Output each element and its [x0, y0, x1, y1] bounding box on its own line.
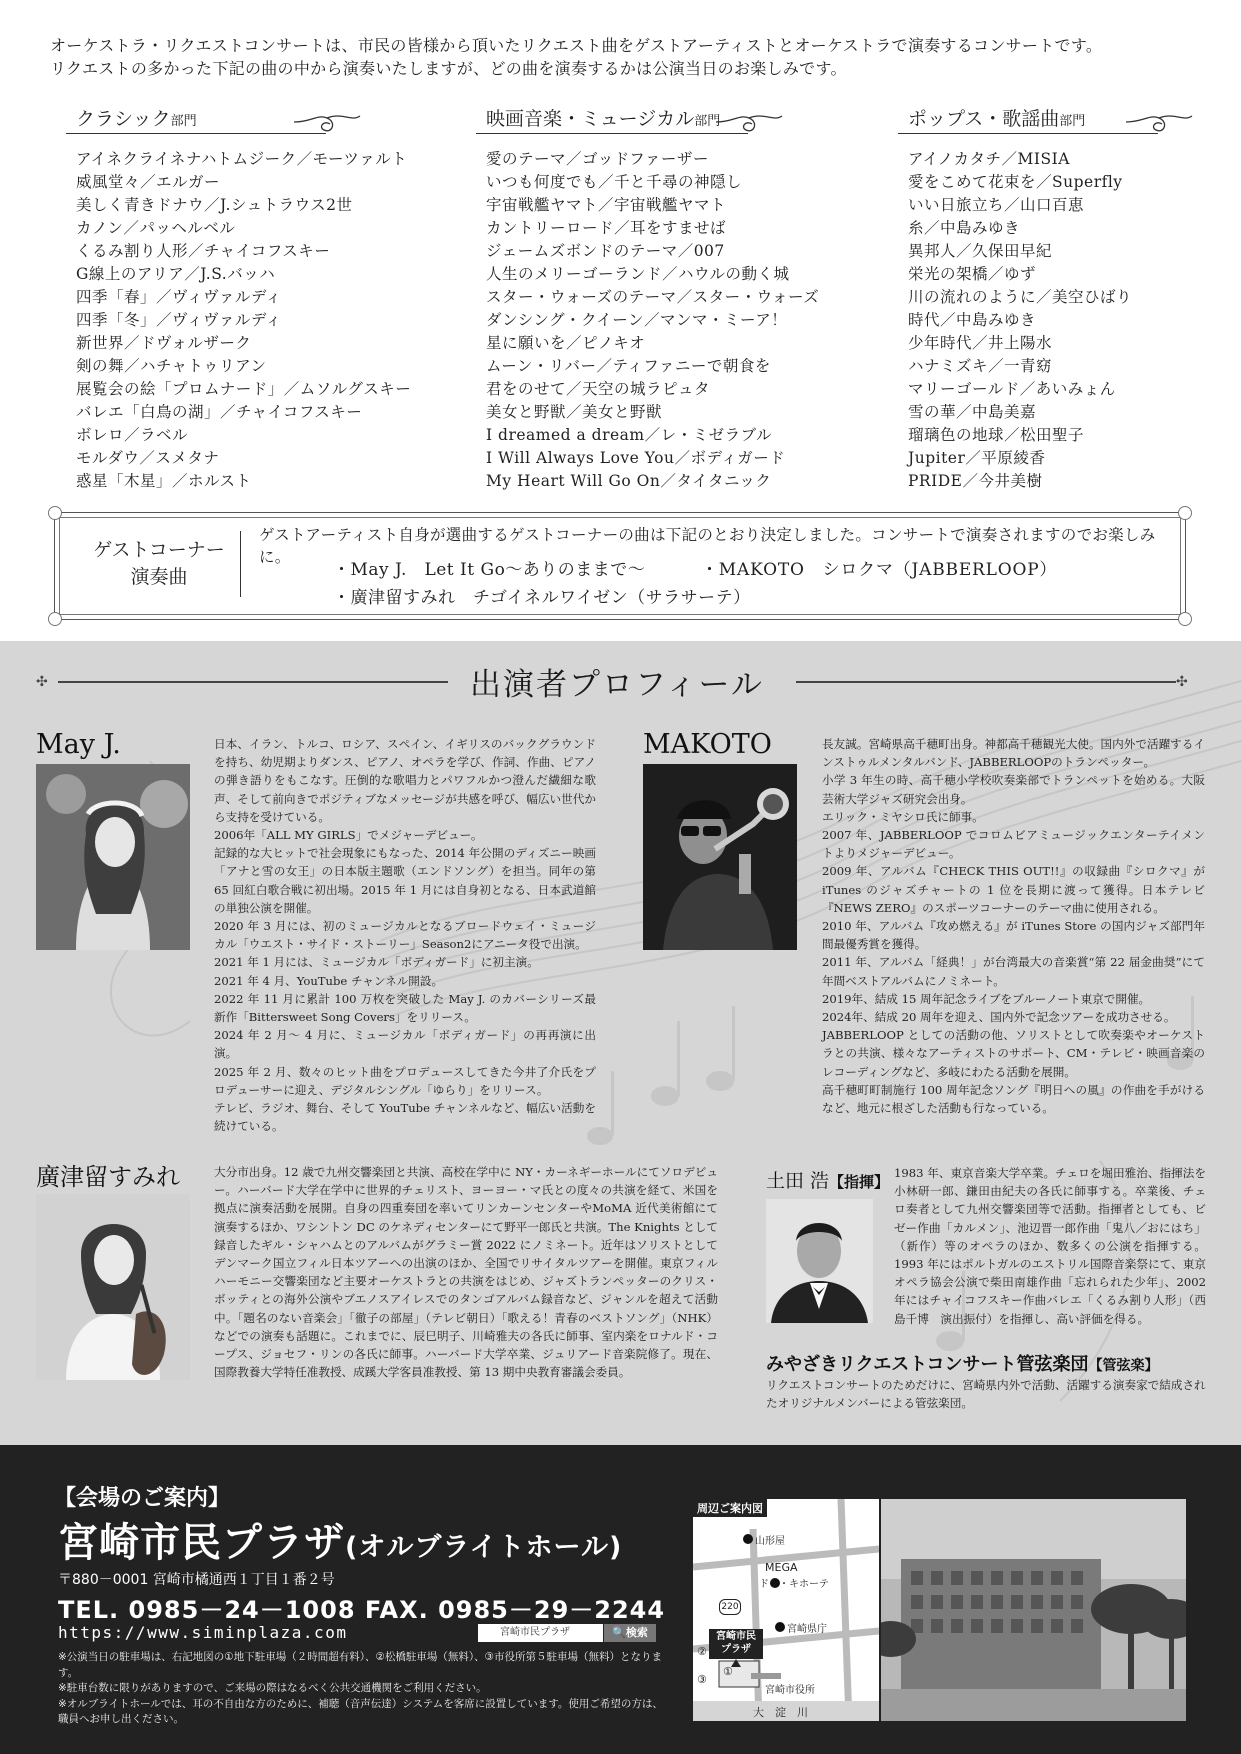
category-suffix: 部門 — [1059, 114, 1086, 129]
list-item: 新世界／ドヴォルザーク — [76, 334, 252, 352]
list-item: いつも何度でも／千と千尋の神隠し — [486, 173, 743, 191]
map-label-yamakataya: 山形屋 — [755, 1536, 785, 1547]
map-parking-1: ① — [723, 1665, 733, 1678]
category-movie — [476, 100, 819, 493]
performer-name-tsuchida: 土田 浩【指揮】 — [766, 1170, 890, 1192]
venue-url[interactable]: https://www.siminplaza.com — [58, 1623, 348, 1642]
performer-name-makoto: MAKOTO — [643, 729, 772, 760]
guest-song-mayj: ・May J. Let It Go～ありのままで～ — [333, 560, 646, 580]
category-title: ポップス・歌謡曲 — [908, 108, 1060, 130]
list-item: マリーゴールド／あいみょん — [908, 380, 1116, 398]
photo-tsuchida — [766, 1199, 873, 1323]
orchestra-name: みやざきリクエストコンサート管弦楽団【管弦楽】 — [766, 1354, 1159, 1375]
list-item: アイネクライネナハトムジーク／モーツァルト — [76, 150, 408, 168]
map-parking-3: ③ — [697, 1673, 707, 1686]
map-title: 周辺ご案内図 — [693, 1499, 767, 1517]
intro-line-2: リクエストの多かった下記の曲の中から演奏いたしますが、どの曲を演奏するかは公演当日のお楽しみです。 — [50, 59, 847, 78]
song-list — [486, 148, 819, 493]
venue-address: 〒880－0001 宮崎市橘通西１丁目１番２号 — [58, 1572, 335, 1588]
profile-section — [0, 641, 1241, 1445]
search-icon: 🔍 — [612, 1626, 626, 1639]
list-item: くるみ割り人形／チャイコフスキー — [76, 242, 331, 260]
list-item: カントリーロード／耳をすませば — [486, 219, 727, 237]
flourish-right-icon: ✣ — [1176, 674, 1188, 690]
list-item: My Heart Will Go On／タイタニック — [486, 472, 772, 490]
map-label-river: 大 淀 川 — [753, 1706, 808, 1719]
frame-corner-icon — [48, 506, 62, 520]
list-item: 展覧会の絵「プロムナード」／ムソルグスキー — [76, 380, 412, 398]
list-item: I Will Always Love You／ボディガード — [486, 449, 786, 467]
guest-corner-heading: ゲストコーナー 演奏曲 — [93, 539, 225, 588]
venue-notes: ※公演当日の駐車場は、右記地図の①地下駐車場（２時間超有料）、②松橋駐車場（無料）、③市役所第５駐車場（無料）となります。 ※駐車台数に限りがありますので、ご来場の際はなるべく公共交通機関をご利用ください。 ※オルブライトホールでは、耳の不自由な方のために、補聴（音声伝達）システムを客席に設置しています。使用ご希望の方は、職員へお申し出ください。 — [58, 1651, 663, 1725]
profile-title: 出演者プロフィール — [470, 667, 764, 703]
bio-tsuchida: 1983 年、東京音楽大学卒業。チェロを堀田雅治、指揮法を小林研一郎、鎌田由紀夫の各氏に師事する。卒業後、チェロ奏者として九州交響楽団等で活動。指揮者としても、ビゼー作曲「カルメン」、池辺晋一郎作曲「鬼八／おにはち」（新作）等のオペラのほか、数多くの公演を指揮する。1993 年にはポルトガルのエストリル国際音楽祭にて、東京オペラ協会公演で柴田南雄作曲「忘れられた少年」、2002 年にはチャイコフスキー作曲バレエ「くるみ割り人形」（西島千博 演出振付）を指揮し、高い評価を得る。 — [894, 1166, 1206, 1326]
performer-name-sumire: 廣津留すみれ — [36, 1163, 180, 1191]
swirl-ornament-icon — [1124, 112, 1194, 142]
list-item: ダンシング・クイーン／マンマ・ミーア！ — [486, 311, 788, 329]
category-title: クラシック — [76, 108, 171, 130]
venue-label: 【会場のご案内】 — [54, 1486, 231, 1511]
list-item: いい日旅立ち／山口百恵 — [908, 196, 1085, 214]
route-sign-icon: 220 — [719, 1599, 741, 1615]
frame-corner-icon — [48, 612, 62, 626]
list-item: 星に願いを／ピノキオ — [486, 334, 646, 352]
venue-name: 宮崎市民プラザ(オルブライトホール) — [58, 1520, 623, 1566]
list-item: 宇宙戦艦ヤマト／宇宙戦艦ヤマト — [486, 196, 727, 214]
list-item: 美女と野獣／美女と野獣 — [486, 403, 663, 421]
category-classic — [66, 100, 411, 493]
title-rule-left — [58, 681, 448, 683]
flourish-left-icon: ✣ — [36, 674, 48, 690]
list-item: ムーン・リバー／ティファニーで朝食を — [486, 357, 771, 375]
list-item: モルダウ／スメタナ — [76, 449, 220, 467]
list-item: 惑星「木星」／ホルスト — [76, 472, 252, 490]
list-item: 瑠璃色の地球／松田聖子 — [908, 426, 1085, 444]
list-item: 雪の華／中島美嘉 — [908, 403, 1037, 421]
list-item: スター・ウォーズのテーマ／スター・ウォーズ — [486, 288, 820, 306]
list-item: 栄光の架橋／ゆず — [908, 265, 1037, 283]
performer-name-mayj: May J. — [36, 729, 121, 760]
frame-corner-icon — [1178, 506, 1192, 520]
category-suffix: 部門 — [170, 114, 197, 129]
title-rule-right — [796, 681, 1176, 683]
map-label-mega: MEGA — [765, 1561, 798, 1574]
list-item: 愛のテーマ／ゴッドファーザー — [486, 150, 709, 168]
map-label-pref: 宮崎県庁 — [787, 1624, 827, 1635]
list-item: バレエ「白鳥の湖」／チャイコフスキー — [76, 403, 363, 421]
list-item: 威風堂々／エルガー — [76, 173, 221, 191]
search-input[interactable]: 宮崎市民プラザ — [478, 1624, 603, 1642]
list-item: 四季「冬」／ヴィヴァルディ — [76, 311, 282, 329]
guest-song-makoto: ・MAKOTO シロクマ（JABBERLOOP） — [701, 560, 1058, 580]
list-item: 愛をこめて花束を／Superfly — [908, 173, 1123, 191]
list-item: 剣の舞／ハチャトゥリアン — [76, 357, 267, 375]
list-item: ハナミズキ／一青窈 — [908, 357, 1053, 375]
list-item: 異邦人／久保田早紀 — [908, 242, 1053, 260]
category-title: 映画音楽・ミュージカル — [486, 108, 695, 130]
guest-song-sumire: ・廣津留すみれ チゴイネルワイゼン（サラサーテ） — [333, 588, 751, 608]
list-item: 君をのせて／天空の城ラピュタ — [486, 380, 711, 398]
category-header — [66, 100, 326, 134]
swirl-ornament-icon — [292, 112, 362, 142]
list-item: 人生のメリーゴーランド／ハウルの動く城 — [486, 265, 790, 283]
map-parking-2: ② — [697, 1645, 707, 1658]
list-item: ボレロ／ラベル — [76, 426, 189, 444]
area-map — [693, 1499, 879, 1721]
bio-mayj: 日本、イラン、トルコ、ロシア、スペイン、イギリスのバックグラウンドを持ち、幼児期よりダンス、ピアノ、オペラを学び、作詞、作曲、ピアノの弾き語りをもこなす。圧倒的な歌唱力とパワフルかつ澄んだ繊細な歌声、そして前向きでポジティブなメッセージが共感を呼び、幅広い世代から支持を受けている。 2006年「ALL MY GIRLS」でメジャーデビュー。 記録的な大ヒットで社会現象にもなった、2014 年公開のディズニー映画「アナと雪の女王」の日本版主題歌（エンドソング）を担当。同年の第 65 回紅白歌合戦に初出場。2015 年 1 月には自身初となる、日本武道館の単独公演を開催。 2020 年 3 月には、初のミュージカルとなるブロードウェイ・ミュージカル「ウエスト・サイド・ストーリー」Season2にアニータ役で出演。 2021 年 1 月には、ミュージカル「ボディガード」に初主演。 2021 年 4 月、YouTube チャンネル開設。 2022 年 11 月に累計 100 万枚を突破した May J. のカバーシリーズ最新作「Bittersweet Song Covers」をリリース。 2024 年 2 月～ 4 月に、ミュージカル「ボディガード」の再再演に出演。 2025 年 2 月、数々のヒット曲をプロデュースしてきた今井了介氏をプロデューサーに迎え、デジタルシングル「ゆらり」をリリース。 テレビ、ラジオ、舞台、そして YouTube チャンネルなど、幅広い活動を続けている。 — [214, 737, 596, 1134]
intro-line-1: オーケストラ・リクエストコンサートは、市民の皆様から頂いたリクエスト曲をゲストアーティストとオーケストラで演奏するコンサートです。 — [50, 36, 1103, 55]
bio-sumire: 大分市出身。12 歳で九州交響楽団と共演、高校在学中に NY・カーネギーホールにてソロデビュー。ハーバード大学在学中に世界的チェリスト、ヨーヨー・マ氏との度々の共演を経て、米国を拠点に演奏活動を展開。自身の四重奏団を率いてリンカーンセンターやMoMA 近代美術館にて演奏するほか、ワシントン DC のケネディセンターにて野平一郎氏と共演。The Knights として録音したギル・シャハムとのアルバムがグラミー賞 2022 にノミネート。近年はソリストとしてデンマーク国立フィル日本ツアーへの出演のほか、全国でリサイタルツアーを開催。東京フィルハーモニー交響楽団など主要オーケストラとの共演をはじめ、ジャズトランペッターのクリス・ボッティとの海外公演やブエノスアイレスでのタンゴアルバム録音など、ジャンルを超えて活動中。「題名のない音楽会」「徹子の部屋」（テレビ朝日）「歌える！青春のベストソング」（NHK）などでの演奏も話題に。これまでに、辰巳明子、川崎雅夫の各氏に師事、室内楽をロナルド・コープス、ジョセフ・リンの各氏に師事。ハーバード大学卒業、ジュリアード音楽院修了。現在、国際教養大学特任准教授、成蹊大学客員准教授、第 13 期中央教育審議会委員。 — [214, 1165, 718, 1380]
venue-building-photo — [881, 1499, 1186, 1721]
list-item: PRIDE／今井美樹 — [908, 472, 1043, 490]
map-label-donki: ドン・キホーテ — [759, 1579, 829, 1590]
frame-corner-icon — [1178, 612, 1192, 626]
map-label-venue: 宮崎市民 プラザ — [716, 1631, 756, 1655]
category-suffix: 部門 — [694, 114, 721, 129]
list-item: 美しく青きドナウ／J.シュトラウス2世 — [76, 196, 353, 214]
category-header — [476, 100, 748, 134]
list-item: 時代／中島みゆき — [908, 311, 1037, 329]
venue-phone: TEL. 0985－24－1008 FAX. 0985－29－2244 — [58, 1596, 666, 1624]
map-label-city: 宮崎市役所 — [765, 1685, 815, 1696]
list-item: 少年時代／井上陽水 — [908, 334, 1053, 352]
category-header — [898, 100, 1158, 134]
list-item: 糸／中島みゆき — [908, 219, 1021, 237]
swirl-ornament-icon — [714, 112, 784, 142]
song-list — [76, 148, 411, 493]
search-button[interactable]: 🔍検索 — [604, 1624, 656, 1642]
song-list — [908, 148, 1158, 493]
photo-sumire — [36, 1194, 190, 1380]
list-item: ジェームズボンドのテーマ／007 — [486, 242, 725, 260]
bio-makoto: 長友誠。宮崎県高千穂町出身。神都高千穂観光大使。国内外で活躍するインストゥルメンタルバンド、JABBERLOOPのトランペッター。 小学 3 年生の時、高千穂小学校吹奏楽部でトランペットを始める。大阪芸術大学ジャズ研究会出身。 エリック・ミヤシロ氏に師事。 2007 年、JABBERLOOP でコロムビアミュージックエンターテイメントよりメジャーデビュー。 2009 年、アルバム『CHECK THIS OUT!!』の収録曲『シロクマ』がiTunes のジャズチャートの 1 位を長期に渡って獲得。日本テレビ『NEWS ZERO』のスポーツコーナーのテーマ曲に使用される。 2010 年、アルバム『攻め燃える』が iTunes Store の国内ジャズ部門年間最優秀賞を獲得。 2011 年、アルバム「経典！」が台湾最大の音楽賞“第 22 届金曲奨”にて年間ベストアルバムにノミネート。 2019年、結成 15 周年記念ライブをブルーノート東京で開催。 2024年、結成 20 周年を迎え、国内外で記念ツアーを成功させる。 JABBERLOOP としての活動の他、ソリストとして吹奏楽やオーケストラとの共演、様々なアーティストのサポート、CM・テレビ・映画音楽のレコーディングなど、多岐にわたる活動を展開。 高千穂町町制施行 100 周年記念ソング『明日への風』の作曲を手がけるなど、地元に根ざした活動も行なっている。 — [822, 737, 1205, 1116]
list-item: I dreamed a dream／レ・ミゼラブル — [486, 426, 773, 444]
list-item: Jupiter／平原綾香 — [908, 449, 1046, 467]
venue-section — [0, 1445, 1241, 1754]
photo-makoto — [643, 764, 797, 950]
list-item: G線上のアリア／J.S.バッハ — [76, 265, 276, 283]
list-item: アイノカタチ／MISIA — [908, 150, 1070, 168]
guest-corner-box — [54, 512, 1186, 620]
list-item: 川の流れのように／美空ひばり — [908, 288, 1133, 306]
guest-divider — [240, 531, 241, 597]
list-item: 四季「春」／ヴィヴァルディ — [76, 288, 282, 306]
guest-corner-text: ゲストアーティスト自身が選曲するゲストコーナーの曲は下記のとおり決定しました。コンサートで演奏されますのでお楽しみに。 — [259, 526, 1156, 566]
category-pops — [898, 100, 1158, 493]
intro-text — [50, 34, 1200, 80]
list-item: カノン／パッヘルベル — [76, 219, 236, 237]
photo-mayj — [36, 764, 190, 950]
orchestra-bio: リクエストコンサートのためだけに、宮崎県内外で活動、活躍する演奏家で結成されたオリジナルメンバーによる管弦楽団。 — [766, 1378, 1206, 1411]
